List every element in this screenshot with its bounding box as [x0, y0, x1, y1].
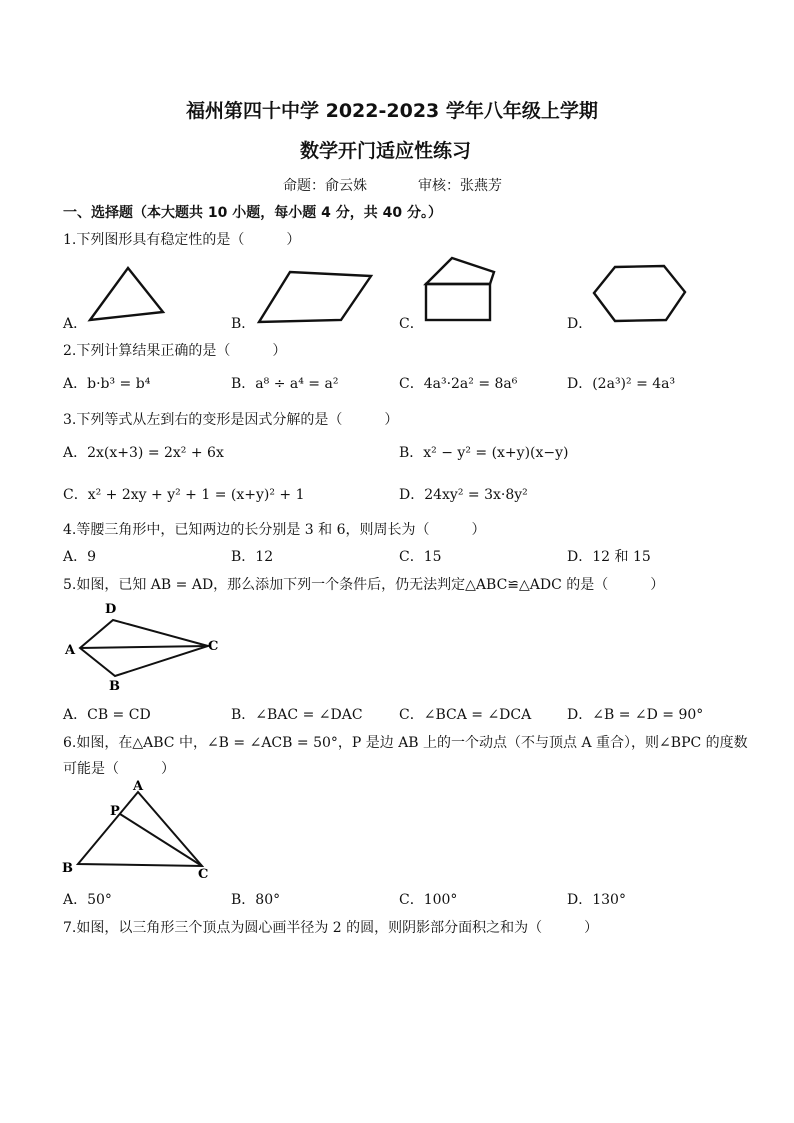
q6-label-b: B — [62, 861, 73, 876]
q1-option-d-label: D． — [567, 316, 593, 332]
question-1-stem: 1.下列图形具有稳定性的是（ ） — [63, 232, 301, 248]
q6-label-c: C — [198, 867, 209, 882]
q2-option-a: A．b·b³ = b⁴ — [63, 376, 151, 392]
q2-option-c: C．4a³·2a² = 8a⁶ — [399, 376, 518, 392]
title-line-1: 福州第四十中学 2022-2023 学年八年级上学期 — [186, 100, 598, 122]
q5-option-a: A．CB = CD — [63, 707, 151, 723]
q6-option-c: C．100° — [399, 892, 458, 908]
q2-option-d: D．(2a³)² = 4a³ — [567, 376, 676, 392]
q5-label-a: A — [65, 643, 76, 658]
q1-triangle-figure — [85, 262, 170, 324]
question-5-stem: 5.如图，已知 AB = AD，那么添加下列一个条件后，仍无法判定△ABC≌△ADC 的是（ ） — [63, 577, 665, 593]
q1-option-a-label: A． — [63, 316, 88, 332]
q5-kite-figure — [60, 598, 230, 696]
q1-house-figure — [422, 254, 498, 326]
q1-option-c-label: C． — [399, 316, 424, 332]
q3-option-c: C．x² + 2xy + y² + 1 = (x+y)² + 1 — [63, 487, 305, 503]
q5-label-b: B — [109, 679, 120, 694]
q5-label-d: D — [105, 602, 117, 617]
q4-option-d: D．12 和 15 — [567, 549, 651, 565]
question-7-stem: 7.如图，以三角形三个顶点为圆心画半径为 2 的圆，则阴影部分面积之和为（ ） — [63, 920, 599, 936]
q6-triangle-figure — [60, 780, 220, 880]
q6-option-d: D．130° — [567, 892, 626, 908]
q2-option-b: B．a⁸ ÷ a⁴ = a² — [231, 376, 339, 392]
reviewer-credit: 审核：张燕芳 — [418, 178, 502, 194]
q6-label-a: A — [133, 779, 144, 794]
q3-option-b: B．x² − y² = (x+y)(x−y) — [399, 445, 569, 461]
question-3-stem: 3.下列等式从左到右的变形是因式分解的是（ ） — [63, 412, 399, 428]
q4-option-b: B．12 — [231, 549, 274, 565]
q1-hexagon-figure — [590, 263, 690, 325]
q4-option-a: A．9 — [63, 549, 97, 565]
q5-option-b: B．∠BAC = ∠DAC — [231, 707, 363, 723]
question-4-stem: 4.等腰三角形中，已知两边的长分别是 3 和 6，则周长为（ ） — [63, 522, 486, 538]
q5-label-c: C — [208, 639, 219, 654]
q3-option-a: A．2x(x+3) = 2x² + 6x — [63, 445, 224, 461]
question-2-stem: 2.下列计算结果正确的是（ ） — [63, 343, 287, 359]
q1-option-b-label: B． — [231, 316, 256, 332]
q6-label-p: P — [110, 804, 120, 819]
q5-option-c: C．∠BCA = ∠DCA — [399, 707, 532, 723]
author-credit: 命题：俞云姝 — [283, 178, 367, 194]
q4-option-c: C．15 — [399, 549, 442, 565]
title-line-2: 数学开门适应性练习 — [300, 140, 472, 162]
q1-parallelogram-figure — [255, 268, 375, 326]
q5-option-d: D．∠B = ∠D = 90° — [567, 707, 704, 723]
question-6-stem-line-2: 可能是（ ） — [63, 761, 175, 777]
q6-option-b: B．80° — [231, 892, 281, 908]
question-6-stem: 6.如图，在△ABC 中，∠B = ∠ACB = 50°，P 是边 AB 上的一个动点（不与顶点 A 重合），则∠BPC 的度数 — [63, 735, 748, 751]
q6-option-a: A．50° — [63, 892, 112, 908]
q3-option-d: D．24xy² = 3x·8y² — [399, 487, 528, 503]
section-heading: 一、选择题（本大题共 10 小题，每小题 4 分，共 40 分。） — [63, 205, 442, 221]
